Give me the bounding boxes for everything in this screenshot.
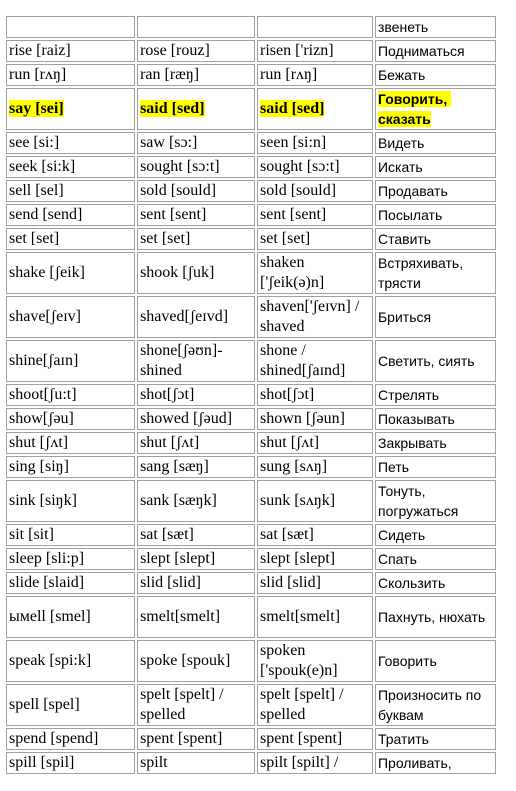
cell-text: spell [spel] xyxy=(9,696,80,713)
table-row xyxy=(6,728,496,750)
cell-participle xyxy=(257,296,373,338)
cell-text: see [si:] xyxy=(9,134,60,151)
cell-text: sunk [sʌŋk] xyxy=(260,492,336,509)
cell-participle xyxy=(257,408,373,430)
cell-translation xyxy=(375,64,496,86)
cell-text: Бриться xyxy=(377,309,432,325)
cell-text: spill [spil] xyxy=(9,754,75,771)
table-row xyxy=(6,456,496,478)
cell-text: slept [slept] xyxy=(260,550,336,567)
cell-base xyxy=(6,456,135,478)
cell-base xyxy=(6,156,135,178)
table-row xyxy=(6,340,496,382)
cell-text: send [send] xyxy=(9,206,83,223)
cell-translation xyxy=(375,180,496,202)
cell-base xyxy=(6,728,135,750)
cell-text: Произносить по буквам xyxy=(377,687,486,723)
cell-past xyxy=(137,432,255,454)
cell-text: Светить, сиять xyxy=(377,353,475,369)
cell-participle xyxy=(257,456,373,478)
table-row xyxy=(6,684,496,726)
cell-text: seek [si:k] xyxy=(9,158,76,175)
table-row xyxy=(6,596,496,638)
cell-translation xyxy=(375,252,496,294)
cell-text: ran [ræŋ] xyxy=(140,66,200,83)
cell-participle xyxy=(257,480,373,522)
cell-text: sung [sʌŋ] xyxy=(260,458,328,475)
cell-translation xyxy=(375,384,496,406)
cell-base xyxy=(6,252,135,294)
cell-text: sought [sɔ:t] xyxy=(140,158,220,175)
cell-text: Стрелять xyxy=(377,387,440,403)
cell-text: shown [ʃəun] xyxy=(260,410,345,427)
cell-text: Говорить, сказать xyxy=(377,91,452,127)
cell-past xyxy=(137,596,255,638)
cell-translation xyxy=(375,684,496,726)
cell-text: sold [sould] xyxy=(260,182,337,199)
cell-translation xyxy=(375,548,496,570)
cell-participle xyxy=(257,132,373,154)
table-row xyxy=(6,296,496,338)
cell-text: show[ʃəu] xyxy=(9,410,74,427)
cell-text: spelt [spelt] / spelled xyxy=(260,686,348,723)
cell-text: shook [ʃuk] xyxy=(140,264,215,281)
cell-translation xyxy=(375,156,496,178)
cell-text: spent [spent] xyxy=(260,730,343,747)
cell-translation xyxy=(375,640,496,682)
cell-text: Тратить xyxy=(377,731,429,747)
cell-past xyxy=(137,456,255,478)
cell-text: Спать xyxy=(377,551,417,567)
table-row xyxy=(6,480,496,522)
cell-past xyxy=(137,228,255,250)
cell-text: slid [slid] xyxy=(140,574,201,591)
table-row xyxy=(6,16,496,38)
cell-text: shake [ʃeik] xyxy=(9,264,85,281)
cell-past xyxy=(137,384,255,406)
cell-base xyxy=(6,40,135,62)
cell-translation xyxy=(375,132,496,154)
cell-past xyxy=(137,752,255,774)
cell-base xyxy=(6,132,135,154)
cell-past xyxy=(137,16,255,38)
cell-text: slide [slaid] xyxy=(9,574,85,591)
cell-participle xyxy=(257,384,373,406)
cell-text: say [sei] xyxy=(9,100,64,117)
cell-participle xyxy=(257,228,373,250)
cell-text: shaved[ʃeɪvd] xyxy=(140,308,229,325)
cell-text: saw [sɔ:] xyxy=(140,134,198,151)
cell-text: Видеть xyxy=(377,135,425,151)
cell-text: Скользить xyxy=(377,575,446,591)
cell-text: smelt[smelt] xyxy=(260,608,341,625)
cell-participle xyxy=(257,752,373,774)
table-row xyxy=(6,204,496,226)
cell-text: shot[ʃɔt] xyxy=(140,386,195,403)
cell-base xyxy=(6,480,135,522)
cell-participle xyxy=(257,204,373,226)
cell-past xyxy=(137,480,255,522)
cell-past xyxy=(137,132,255,154)
cell-text: shut [ʃʌt] xyxy=(9,434,69,451)
cell-base xyxy=(6,180,135,202)
cell-text: rise [raiz] xyxy=(9,42,71,59)
cell-participle xyxy=(257,684,373,726)
cell-base xyxy=(6,204,135,226)
cell-text: Встряхивать, трясти xyxy=(377,255,468,291)
cell-text: set [set] xyxy=(9,230,60,247)
cell-base xyxy=(6,228,135,250)
cell-text: spent [spent] xyxy=(140,730,223,747)
cell-text: звенеть xyxy=(377,19,429,35)
cell-text: sink [siŋk] xyxy=(9,492,77,509)
cell-base xyxy=(6,384,135,406)
table-row xyxy=(6,40,496,62)
table-row xyxy=(6,548,496,570)
cell-participle xyxy=(257,16,373,38)
cell-text: Показывать xyxy=(377,411,455,427)
cell-text: run [rʌŋ] xyxy=(9,66,67,83)
cell-text: showed [ʃəud] xyxy=(140,410,233,427)
table-row xyxy=(6,384,496,406)
cell-text: sank [sæŋk] xyxy=(140,492,217,509)
cell-text: sold [sould] xyxy=(140,182,217,199)
cell-text: Подниматься xyxy=(377,43,465,59)
table-row xyxy=(6,640,496,682)
cell-past xyxy=(137,180,255,202)
cell-text: sat [sæt] xyxy=(140,526,194,543)
cell-participle xyxy=(257,88,373,130)
cell-translation xyxy=(375,16,496,38)
cell-text: slid [slid] xyxy=(260,574,321,591)
cell-translation xyxy=(375,524,496,546)
table-row xyxy=(6,252,496,294)
cell-text: Ставить xyxy=(377,231,432,247)
cell-text: spilt [spilt] / xyxy=(260,754,339,771)
table-row xyxy=(6,432,496,454)
cell-text: Тонуть, погружаться xyxy=(377,483,459,519)
cell-text: sought [sɔ:t] xyxy=(260,158,340,175)
cell-participle xyxy=(257,340,373,382)
cell-translation xyxy=(375,480,496,522)
cell-participle xyxy=(257,640,373,682)
cell-base xyxy=(6,640,135,682)
cell-text: Сидеть xyxy=(377,527,426,543)
cell-past xyxy=(137,156,255,178)
cell-base xyxy=(6,572,135,594)
cell-translation xyxy=(375,572,496,594)
cell-text: set [set] xyxy=(140,230,191,247)
cell-text: Бежать xyxy=(377,67,426,83)
cell-text: sent [sent] xyxy=(140,206,207,223)
cell-participle xyxy=(257,432,373,454)
cell-text: shoot[ʃu:t] xyxy=(9,386,77,403)
cell-text: Проливать, xyxy=(377,755,452,771)
table-row xyxy=(6,88,496,130)
cell-past xyxy=(137,252,255,294)
cell-past xyxy=(137,524,255,546)
cell-participle xyxy=(257,596,373,638)
cell-text: spelt [spelt] / spelled xyxy=(140,686,228,723)
cell-text: Посылать xyxy=(377,207,443,223)
cell-text: Говорить xyxy=(377,653,437,669)
cell-translation xyxy=(375,408,496,430)
irregular-verbs-table xyxy=(4,14,498,776)
table-row xyxy=(6,752,496,774)
cell-text: Закрывать xyxy=(377,435,447,451)
table-row xyxy=(6,132,496,154)
cell-participle xyxy=(257,180,373,202)
cell-text: slept [slept] xyxy=(140,550,216,567)
cell-translation xyxy=(375,432,496,454)
cell-text: sell [sel] xyxy=(9,182,64,199)
cell-participle xyxy=(257,728,373,750)
table-row xyxy=(6,572,496,594)
cell-past xyxy=(137,64,255,86)
cell-text: speak [spi:k] xyxy=(9,652,92,669)
cell-base xyxy=(6,596,135,638)
cell-text: shaken ['ʃeik(ə)n] xyxy=(260,254,325,291)
cell-text: shone / shined[ʃaɪnd] xyxy=(260,342,346,379)
cell-text: run [rʌŋ] xyxy=(260,66,318,83)
cell-text: Продавать xyxy=(377,183,448,199)
cell-past xyxy=(137,88,255,130)
cell-participle xyxy=(257,64,373,86)
cell-participle xyxy=(257,524,373,546)
cell-text: sit [sit] xyxy=(9,526,54,543)
cell-base xyxy=(6,296,135,338)
cell-text: Пахнуть, нюхать xyxy=(377,609,486,625)
cell-text: set [set] xyxy=(260,230,311,247)
cell-translation xyxy=(375,340,496,382)
cell-text: Петь xyxy=(377,459,410,475)
cell-text: spoke [spouk] xyxy=(140,652,231,669)
cell-participle xyxy=(257,548,373,570)
cell-past xyxy=(137,684,255,726)
cell-text: shut [ʃʌt] xyxy=(260,434,320,451)
cell-translation xyxy=(375,204,496,226)
cell-participle xyxy=(257,252,373,294)
cell-base xyxy=(6,88,135,130)
cell-text: said [sed] xyxy=(260,100,325,117)
cell-text: rose [rouz] xyxy=(140,42,210,59)
cell-text: Искать xyxy=(377,159,423,175)
cell-past xyxy=(137,572,255,594)
cell-text: sat [sæt] xyxy=(260,526,314,543)
cell-text: shut [ʃʌt] xyxy=(140,434,200,451)
cell-base xyxy=(6,432,135,454)
cell-text: shine[ʃaɪn] xyxy=(9,352,79,369)
table-row xyxy=(6,524,496,546)
cell-translation xyxy=(375,40,496,62)
cell-base xyxy=(6,340,135,382)
table-row xyxy=(6,180,496,202)
cell-base xyxy=(6,548,135,570)
cell-text: sing [siŋ] xyxy=(9,458,69,475)
cell-translation xyxy=(375,228,496,250)
cell-past xyxy=(137,548,255,570)
cell-translation xyxy=(375,88,496,130)
cell-past xyxy=(137,40,255,62)
cell-text: sang [sæŋ] xyxy=(140,458,209,475)
cell-text: sleep [sli:p] xyxy=(9,550,85,567)
cell-past xyxy=(137,408,255,430)
cell-base xyxy=(6,64,135,86)
cell-text: said [sed] xyxy=(140,100,205,117)
cell-text: shot[ʃɔt] xyxy=(260,386,315,403)
cell-past xyxy=(137,296,255,338)
cell-translation xyxy=(375,752,496,774)
cell-base xyxy=(6,752,135,774)
cell-participle xyxy=(257,156,373,178)
table-body xyxy=(6,16,496,774)
cell-participle xyxy=(257,572,373,594)
cell-text: spilt xyxy=(140,754,168,771)
cell-text: sent [sent] xyxy=(260,206,327,223)
cell-past xyxy=(137,728,255,750)
cell-participle xyxy=(257,40,373,62)
cell-past xyxy=(137,204,255,226)
cell-base xyxy=(6,16,135,38)
table-row xyxy=(6,408,496,430)
cell-text: spend [spend] xyxy=(9,730,99,747)
table-row xyxy=(6,156,496,178)
cell-translation xyxy=(375,728,496,750)
cell-text: smelt[smelt] xyxy=(140,608,221,625)
cell-translation xyxy=(375,456,496,478)
table-row xyxy=(6,228,496,250)
cell-past xyxy=(137,640,255,682)
cell-text: shone[ʃəʊn]-shined xyxy=(140,342,223,379)
cell-translation xyxy=(375,296,496,338)
cell-text: risen ['rizn] xyxy=(260,42,334,59)
cell-base xyxy=(6,684,135,726)
cell-text: shave[ʃeɪv] xyxy=(9,308,81,325)
cell-text: shaven['ʃeɪvn] / shaved xyxy=(260,298,364,335)
cell-text: spoken ['spouk(e)n] xyxy=(260,642,338,679)
cell-translation xyxy=(375,596,496,638)
cell-base xyxy=(6,524,135,546)
cell-text: ымell [smel] xyxy=(9,608,91,625)
cell-past xyxy=(137,340,255,382)
table-row xyxy=(6,64,496,86)
cell-text: seen [si:n] xyxy=(260,134,327,151)
cell-base xyxy=(6,408,135,430)
